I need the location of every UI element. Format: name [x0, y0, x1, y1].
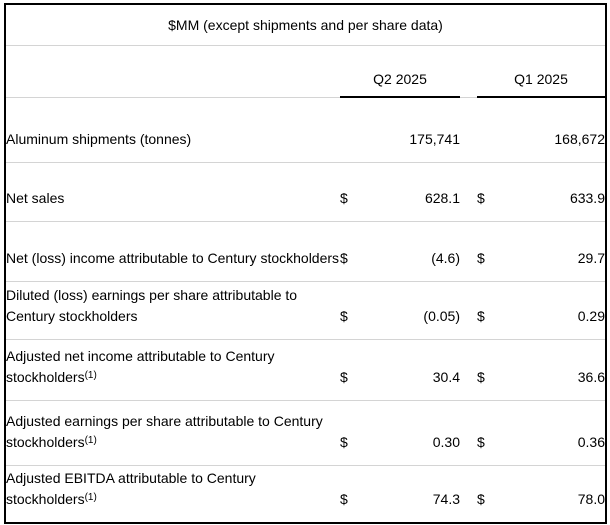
currency-symbol	[477, 97, 501, 162]
header-spacer	[6, 46, 340, 98]
currency-symbol: $	[340, 162, 364, 221]
column-gap	[460, 339, 477, 400]
footnote-marker: (1)	[84, 434, 97, 446]
results-table	[6, 5, 605, 522]
q1-value: 633.9	[501, 162, 605, 221]
table-row	[6, 221, 605, 281]
currency-symbol: $	[340, 221, 364, 281]
table-title-row	[6, 5, 605, 46]
q2-value: (4.6)	[364, 221, 460, 281]
table-row	[6, 465, 605, 522]
column-gap	[460, 465, 477, 522]
header-gap	[460, 46, 477, 98]
q2-value: 628.1	[364, 162, 460, 221]
financial-summary-table	[4, 3, 607, 524]
column-gap	[460, 97, 477, 162]
currency-symbol: $	[340, 339, 364, 400]
footnote-marker: (1)	[84, 492, 97, 503]
column-header-row	[6, 46, 605, 98]
row-label: Aluminum shipments (tonnes)	[6, 97, 340, 162]
q2-value: 0.30	[364, 400, 460, 465]
table-row	[6, 97, 605, 162]
row-label: Net (loss) income attributable to Century stockholders	[6, 221, 340, 281]
currency-symbol: $	[477, 491, 485, 507]
column-gap	[460, 162, 477, 221]
column-gap	[460, 400, 477, 465]
q1-value: 168,672	[501, 97, 605, 162]
currency-symbol: $	[477, 221, 501, 281]
row-label: Adjusted EBITDA attributable to Century stockholders$^{(1)}$	[6, 470, 256, 507]
table-row	[6, 339, 605, 400]
table-row	[6, 400, 605, 465]
currency-symbol: $	[340, 491, 348, 507]
q1-value: 29.7	[501, 221, 605, 281]
footnote-marker: (1)	[84, 369, 97, 381]
col-header-q1-2025: Q1 2025	[477, 46, 605, 98]
currency-symbol: $	[477, 162, 501, 221]
q2-value: 30.4	[364, 339, 460, 400]
currency-symbol	[340, 97, 364, 162]
currency-symbol: $	[477, 400, 501, 465]
q1-value: 78.0	[577, 491, 605, 507]
row-label: Net sales	[6, 162, 340, 221]
column-gap	[460, 281, 477, 339]
column-gap	[460, 221, 477, 281]
table-row	[6, 281, 605, 339]
q1-value: 0.36	[501, 400, 605, 465]
q2-value: 175,741	[364, 97, 460, 162]
q2-value: 74.3	[432, 491, 460, 507]
currency-symbol: $	[340, 400, 364, 465]
q2-value: (0.05)	[364, 281, 460, 339]
table-title: $MM (except shipments and per share data)	[6, 5, 605, 46]
row-label: Adjusted net income attributable to Century stockholders$^{(1)}$	[6, 339, 340, 400]
q1-value: 36.6	[501, 339, 605, 400]
row-label: Adjusted earnings per share attributable to Century stockholders$^{(1)}$	[6, 400, 340, 465]
currency-symbol: $	[477, 339, 501, 400]
q1-value: 0.29	[501, 281, 605, 339]
table-row	[6, 162, 605, 221]
currency-symbol: $	[477, 281, 501, 339]
row-label: Diluted (loss) earnings per share attributable to Century stockholders	[6, 281, 340, 339]
currency-symbol: $	[340, 281, 364, 339]
col-header-q2-2025: Q2 2025	[340, 46, 460, 98]
